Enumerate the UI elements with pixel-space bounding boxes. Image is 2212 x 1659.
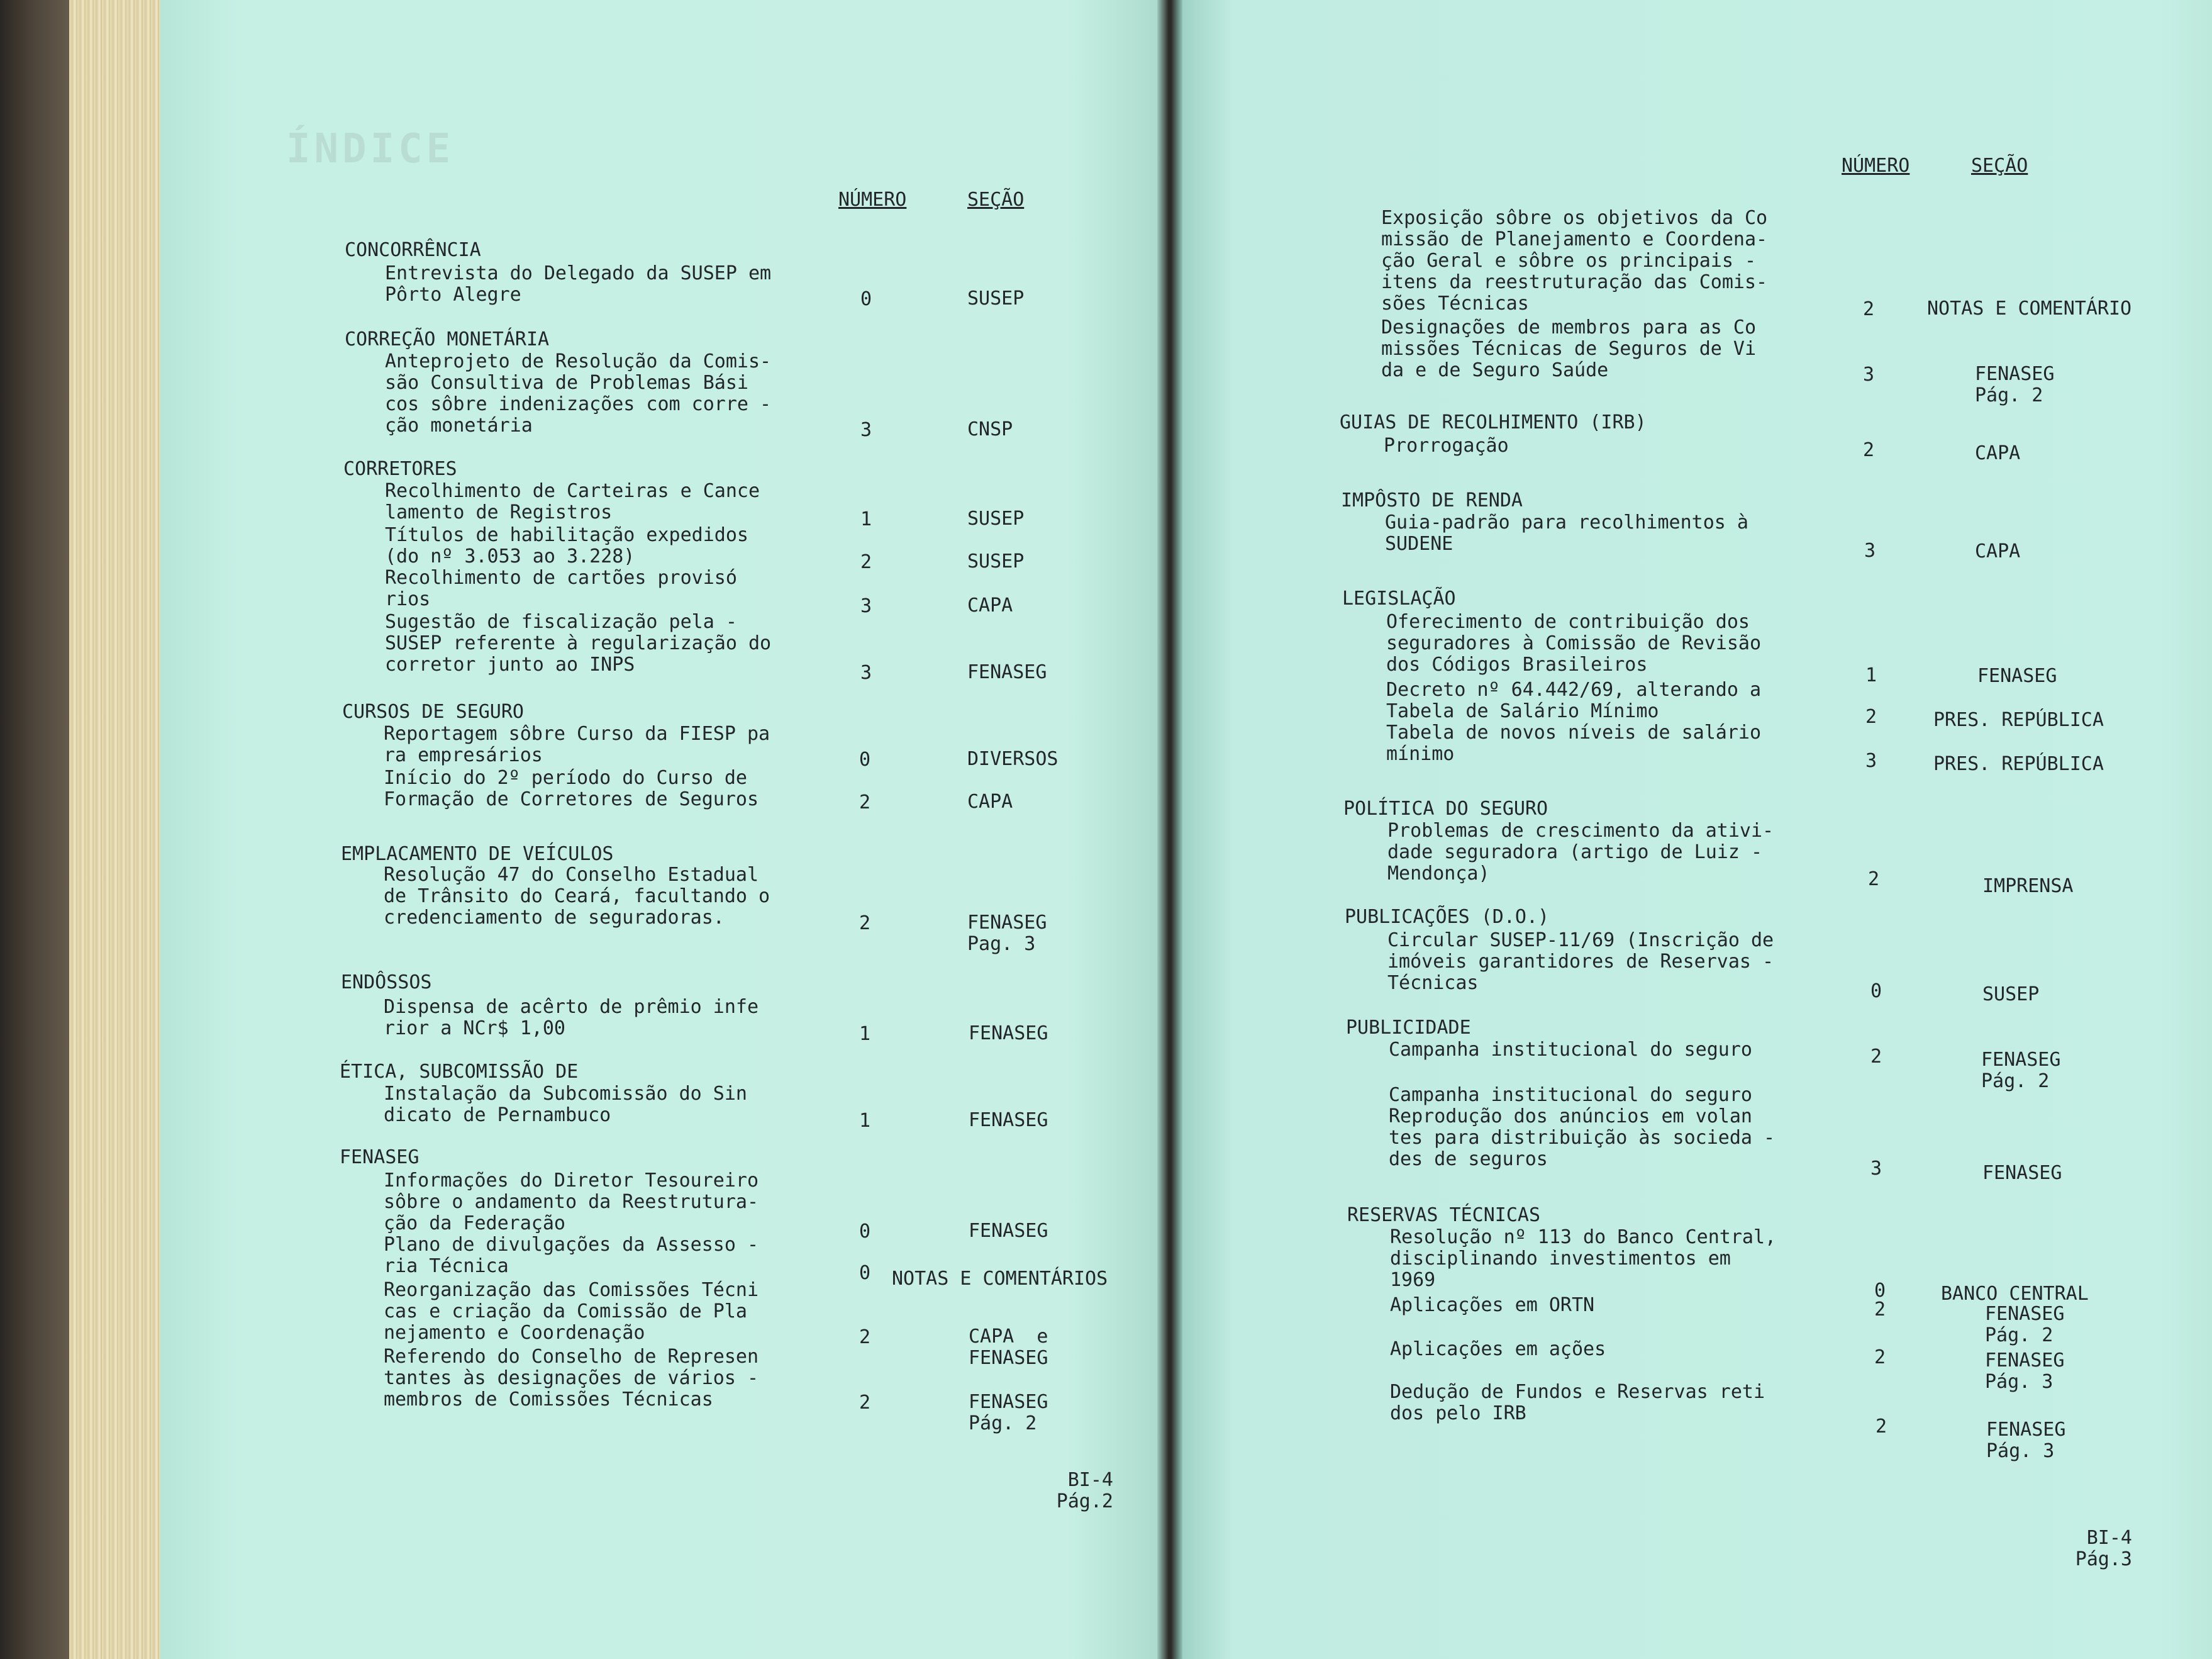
entry-secao: SUSEP <box>967 550 1025 573</box>
category-heading: GUIAS DE RECOLHIMENTO (IRB) <box>1340 411 1647 433</box>
entry-text: Campanha institucional do seguro <box>1389 1039 1752 1061</box>
entry-text: Resolução 47 do Conselho Estadual de Trânsito do Ceará, facultando o credenciamento de seguradoras. <box>384 864 770 929</box>
category-heading: CURSOS DE SEGURO <box>342 701 524 723</box>
entry-secao: FENASEG <box>969 1109 1048 1131</box>
entry-text: Informações do Diretor Tesoureiro sôbre o andamento da Reestrutura- ção da Federação <box>384 1170 759 1234</box>
entry-numero: 0 <box>859 1221 871 1243</box>
entry-numero: 2 <box>859 791 871 813</box>
category-heading: IMPÔSTO DE RENDA <box>1341 489 1523 511</box>
entry-text: Instalação da Subcomissão do Sin dicato de Pernambuco <box>384 1083 747 1126</box>
category-heading: PUBLICIDADE <box>1346 1017 1471 1039</box>
entry-text: Sugestão de fiscalização pela - SUSEP referente à regularização do corretor junto ao INPS <box>385 611 772 676</box>
entry-numero: 2 <box>1874 1346 1886 1368</box>
bleed-through-text: ÍNDICE <box>286 126 455 172</box>
entry-numero: 2 <box>860 551 872 573</box>
entry-secao: CAPA <box>1975 442 2021 464</box>
entry-secao: FENASEG Pag. 3 <box>967 912 1047 955</box>
entry-secao: SUSEP <box>1982 983 2040 1005</box>
entry-numero: 1 <box>859 1023 871 1045</box>
entry-text: Aplicações em ORTN <box>1390 1294 1595 1316</box>
entry-numero: 1 <box>859 1110 871 1132</box>
entry-text: Títulos de habilitação expedidos (do nº 3.053 ao 3.228) <box>385 524 748 567</box>
page-stack-edge <box>69 0 164 1659</box>
numero-header-right: NÚMERO <box>1842 155 1910 177</box>
book-gutter <box>1157 0 1182 1659</box>
numero-header-left: NÚMERO <box>838 189 907 211</box>
category-heading: LEGISLAÇÃO <box>1342 588 1456 610</box>
entry-secao: FENASEG <box>1982 1162 2062 1184</box>
entry-numero: 0 <box>859 749 871 771</box>
entry-secao: CNSP <box>967 418 1013 440</box>
entry-numero: 3 <box>1870 1158 1882 1180</box>
entry-numero: 0 <box>1870 980 1882 1002</box>
entry-numero: 2 <box>1868 868 1880 890</box>
entry-text: Referendo do Conselho de Represen tantes às designações de vários - membros de Comissões Técnicas <box>384 1346 759 1410</box>
entry-text: Tabela de novos níveis de salário mínimo <box>1386 722 1762 765</box>
entry-secao: IMPRENSA <box>1982 875 2074 897</box>
category-heading: POLÍTICA DO SEGURO <box>1343 798 1548 820</box>
entry-secao: FENASEG Pág. 3 <box>1986 1419 2066 1462</box>
entry-text: Início do 2º período do Curso de Formação de Corretores de Seguros <box>384 767 759 810</box>
category-heading: CORREÇÃO MONETÁRIA <box>345 328 550 350</box>
entry-secao: FENASEG <box>969 1022 1048 1044</box>
entry-text: Dispensa de acêrto de prêmio infe rior a NCr$ 1,00 <box>384 996 759 1039</box>
entry-secao: FENASEG Pág. 2 <box>969 1391 1048 1434</box>
category-heading: FENASEG <box>340 1146 420 1168</box>
entry-secao: FENASEG <box>969 1220 1048 1242</box>
entry-secao: FENASEG <box>1977 665 2057 687</box>
entry-secao: CAPA <box>967 791 1013 813</box>
category-heading: CONCORRÊNCIA <box>345 239 481 261</box>
entry-secao: NOTAS E COMENTÁRIO <box>1927 298 2132 320</box>
entry-text: Decreto nº 64.442/69, alterando a Tabela de Salário Mínimo <box>1386 679 1762 722</box>
entry-numero: 1 <box>860 508 872 530</box>
entry-secao: CAPA e FENASEG <box>969 1326 1048 1369</box>
category-heading: PUBLICAÇÕES (D.O.) <box>1345 906 1550 928</box>
entry-secao: FENASEG Pág. 2 <box>1981 1049 2061 1092</box>
entry-secao: FENASEG Pág. 3 <box>1985 1349 2065 1393</box>
entry-secao: PRES. REPÚBLICA <box>1933 709 2104 731</box>
entry-secao: SUSEP <box>967 288 1025 310</box>
entry-secao: CAPA <box>967 595 1013 617</box>
page-number-right: BI-4 Pág.3 <box>2075 1527 2132 1570</box>
entry-secao: FENASEG Pág. 2 <box>1975 363 2055 406</box>
entry-numero: 2 <box>859 1326 871 1348</box>
entry-text: Anteprojeto de Resolução da Comis- são Consultiva de Problemas Bási cos sôbre indenizações com corre - ção monetária <box>385 350 772 437</box>
secao-header-right: SEÇÃO <box>1971 155 2028 177</box>
entry-text: Recolhimento de Carteiras e Cance lamento de Registros <box>385 480 760 523</box>
entry-text: Problemas de crescimento da ativi- dade seguradora (artigo de Luiz - Mendonça) <box>1387 820 1774 885</box>
entry-numero: 3 <box>860 662 872 684</box>
entry-numero: 3 <box>1863 364 1875 386</box>
entry-text: Plano de divulgações da Assesso - ria Técnica <box>384 1234 759 1277</box>
category-heading: ENDÔSSOS <box>341 971 432 993</box>
entry-text: Oferecimento de contribuição dos seguradores à Comissão de Revisão dos Códigos Brasileiros <box>1386 611 1762 676</box>
secao-header-left: SEÇÃO <box>967 189 1025 211</box>
entry-secao: NOTAS E COMENTÁRIOS <box>892 1268 1108 1290</box>
entry-numero: 2 <box>1865 706 1877 728</box>
entry-text: Recolhimento de cartões provisó rios <box>385 567 737 610</box>
entry-text: Designações de membros para as Co missões Técnicas de Seguros de Vi da e de Seguro Saúde <box>1381 316 1757 381</box>
entry-numero: 3 <box>860 595 872 617</box>
entry-text: Prorrogação <box>1384 435 1509 457</box>
category-heading: EMPLACAMENTO DE VEÍCULOS <box>341 843 614 865</box>
entry-secao: CAPA <box>1975 540 2021 562</box>
category-heading: CORRETORES <box>343 458 457 480</box>
entry-numero: 1 <box>1865 664 1877 686</box>
entry-numero: 2 <box>1876 1416 1887 1438</box>
entry-numero: 3 <box>1864 540 1876 562</box>
entry-text: Aplicações em ações <box>1390 1338 1606 1360</box>
entry-text: Campanha institucional do seguro Reprodução dos anúncios em volan tes para distribuição às socieda - des de seguros <box>1389 1084 1776 1170</box>
entry-numero: 2 <box>1863 439 1875 461</box>
entry-text: Resolução nº 113 do Banco Central, disciplinando investimentos em 1969 <box>1390 1226 1777 1291</box>
entry-numero: 3 <box>1865 750 1877 772</box>
entry-secao: FENASEG Pág. 2 <box>1985 1303 2065 1346</box>
entry-secao: BANCO CENTRAL <box>1941 1283 2089 1305</box>
category-heading: ÉTICA, SUBCOMISSÃO DE <box>340 1061 579 1083</box>
entry-text: Guia-padrão para recolhimentos à SUDENE <box>1385 511 1748 555</box>
entry-numero: 0 <box>1874 1280 1886 1302</box>
entry-numero: 2 <box>1863 298 1875 320</box>
entry-numero: 2 <box>1874 1299 1886 1321</box>
entry-numero: 2 <box>859 1392 871 1414</box>
entry-numero: 0 <box>860 288 872 310</box>
page-number-left: BI-4 Pág.2 <box>1056 1469 1113 1512</box>
entry-numero: 0 <box>859 1262 871 1284</box>
entry-secao: SUSEP <box>967 508 1025 530</box>
entry-text: Entrevista do Delegado da SUSEP em Pôrto Alegre <box>385 262 772 306</box>
entry-text: Circular SUSEP-11/69 (Inscrição de imóveis garantidores de Reservas - Técnicas <box>1387 929 1774 994</box>
category-heading: RESERVAS TÉCNICAS <box>1347 1204 1541 1226</box>
entry-secao: FENASEG <box>967 661 1047 683</box>
entry-text: Exposição sôbre os objetivos da Co missão de Planejamento e Coordena- ção Geral e sôbre os principais - itens da reestruturação das Comis- sões Técnicas <box>1381 207 1768 315</box>
entry-numero: 2 <box>1870 1046 1882 1068</box>
book-cover-edge <box>0 0 75 1659</box>
entry-secao: DIVERSOS <box>967 748 1059 770</box>
entry-text: Dedução de Fundos e Reservas reti dos pelo IRB <box>1390 1381 1765 1424</box>
entry-text: Reorganização das Comissões Técni cas e criação da Comissão de Pla nejamento e Coordenação <box>384 1279 759 1344</box>
entry-secao: PRES. REPÚBLICA <box>1933 753 2104 775</box>
entry-numero: 2 <box>859 912 871 934</box>
entry-text: Reportagem sôbre Curso da FIESP pa ra empresários <box>384 723 770 766</box>
entry-numero: 3 <box>860 419 872 441</box>
